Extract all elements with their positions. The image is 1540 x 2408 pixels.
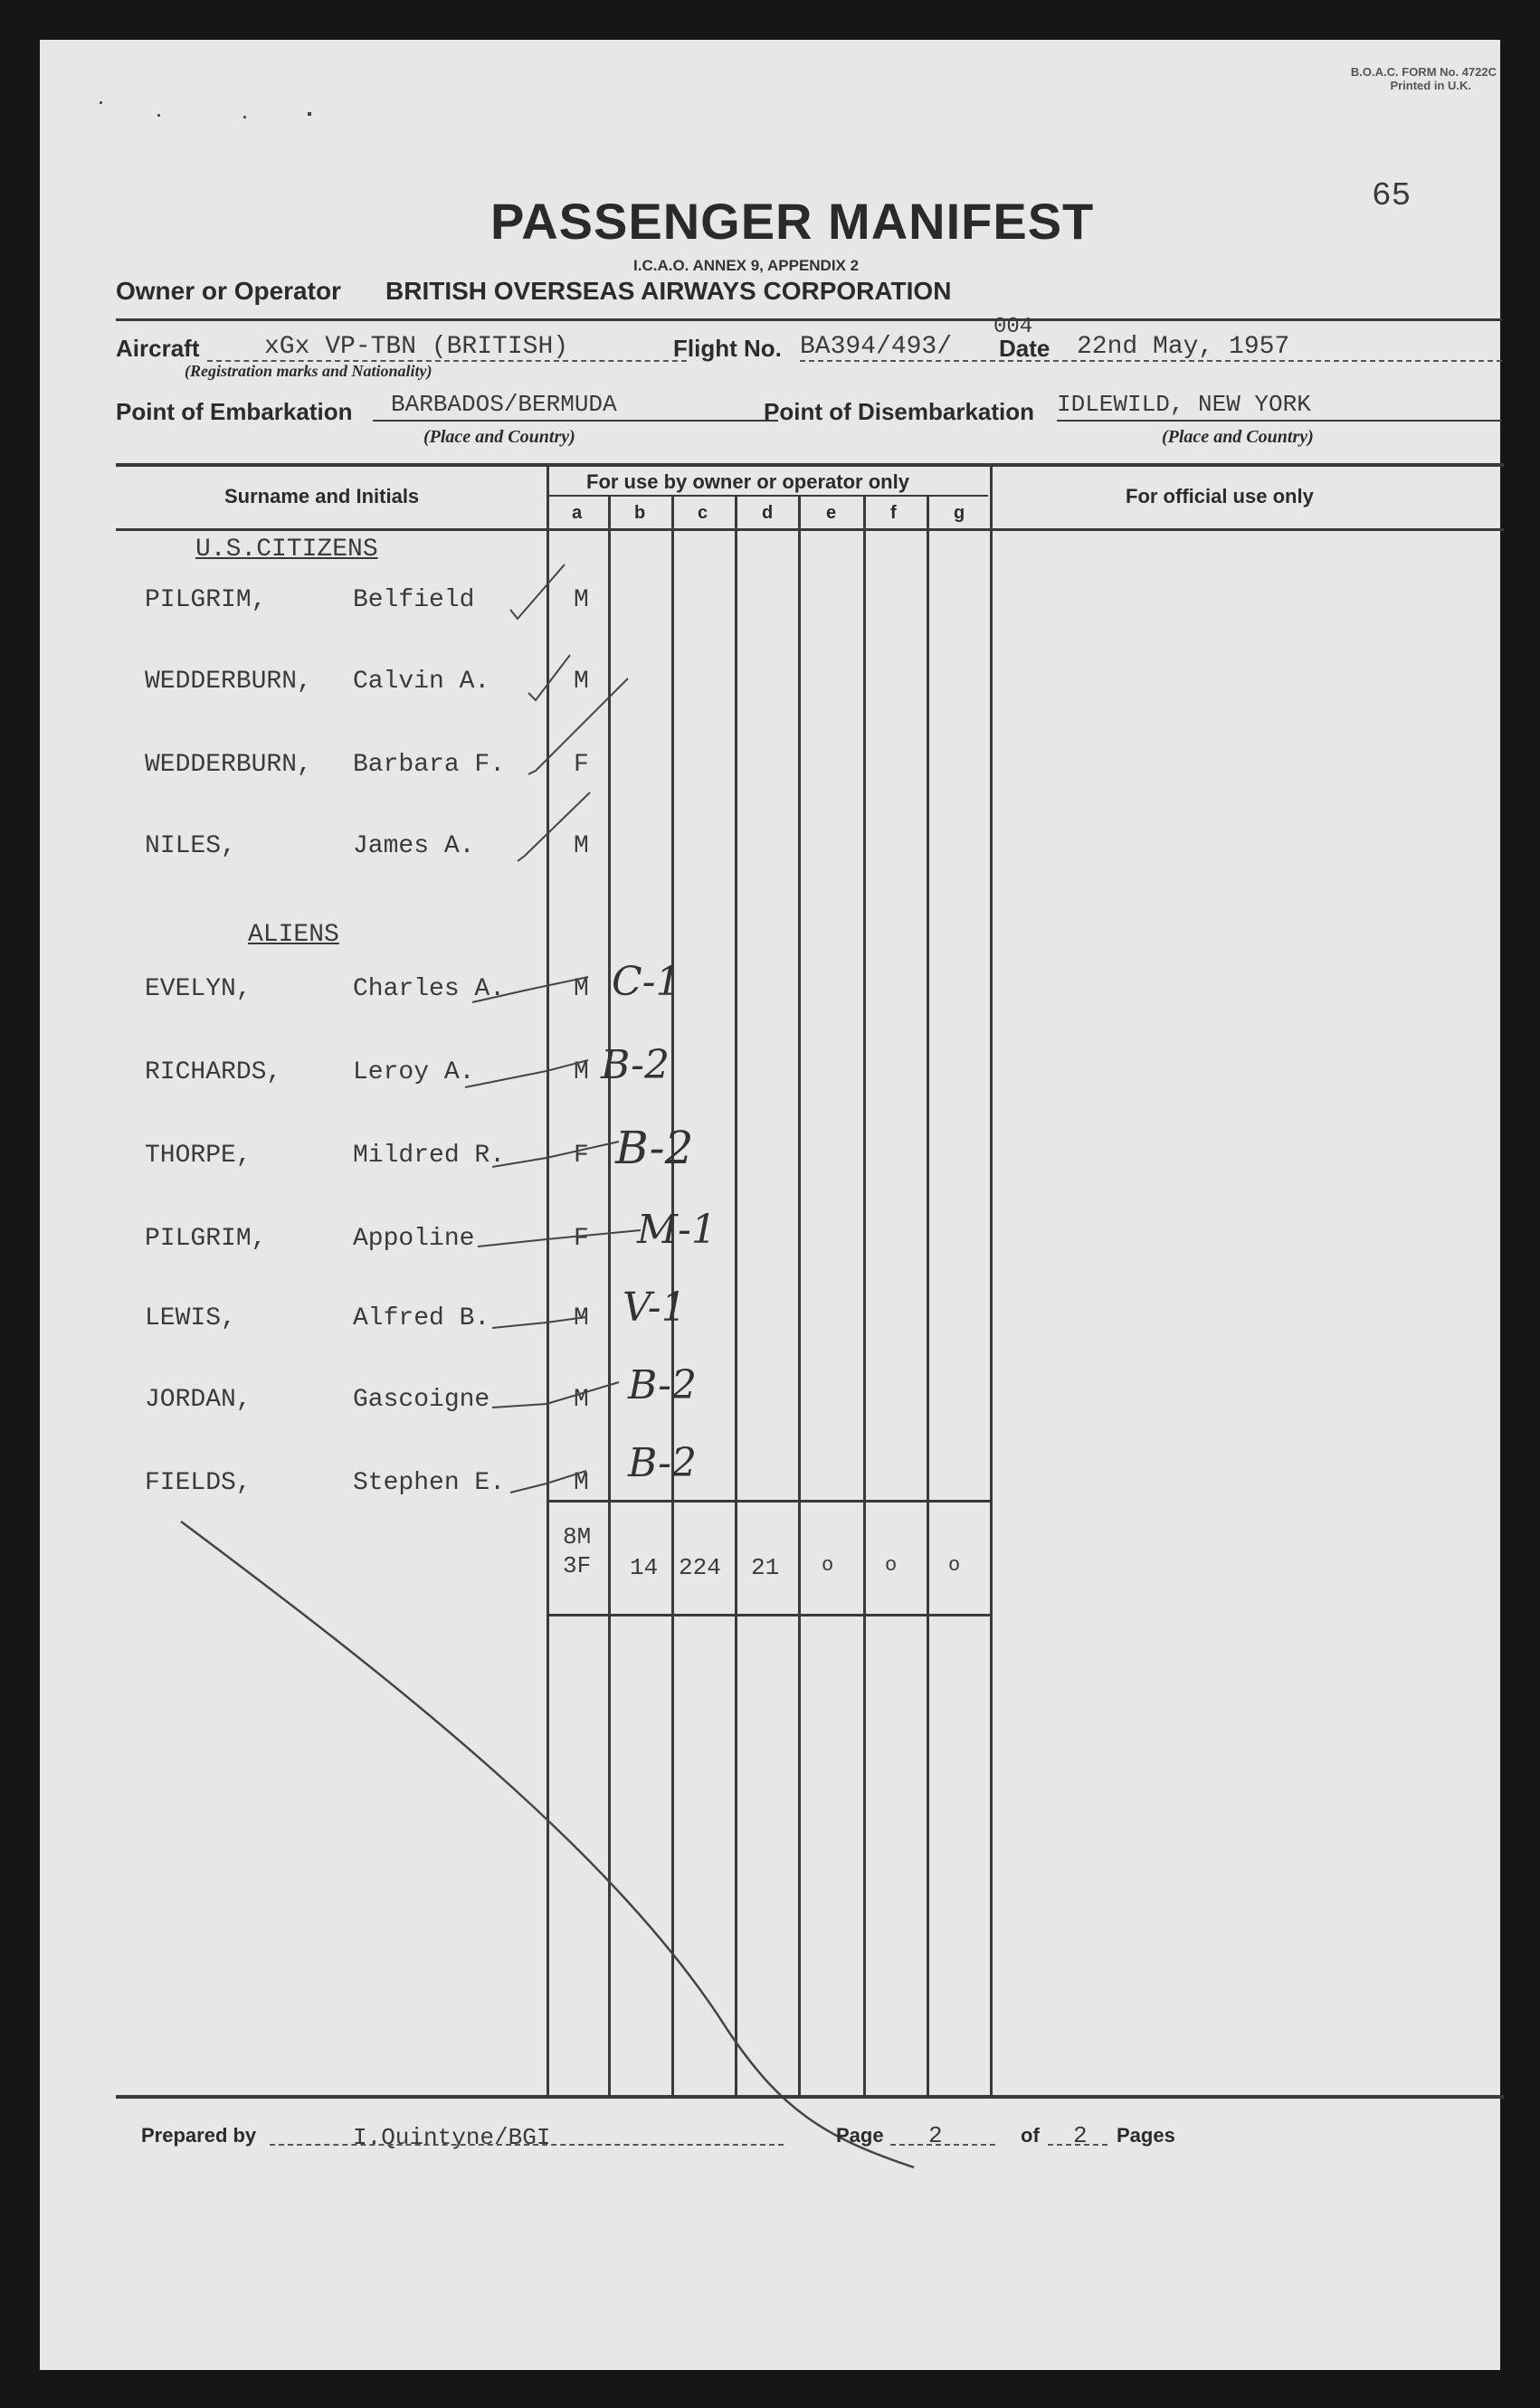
prepared-underline — [270, 2144, 784, 2146]
flight-value: BA394/493/ — [800, 333, 953, 361]
total-a-male: 8M — [563, 1523, 592, 1550]
surname: LEWIS, — [145, 1304, 236, 1332]
embark-label: Point of Embarkation — [116, 398, 353, 425]
total-b: 14 — [630, 1554, 659, 1581]
col-letter-d: d — [762, 503, 774, 523]
total-d: 21 — [751, 1554, 780, 1581]
check-mark — [528, 678, 628, 774]
surname: PILGRIM, — [145, 586, 267, 614]
tick-line — [492, 1382, 619, 1408]
surname: FIELDS, — [145, 1469, 252, 1497]
given-name: Leroy A. — [353, 1058, 475, 1086]
sex: M — [574, 832, 589, 860]
col-letter-a: a — [572, 503, 583, 523]
given-name: Alfred B. — [353, 1304, 490, 1332]
col-letter-f: f — [890, 503, 897, 523]
embark-note: (Place and Country) — [423, 427, 575, 447]
owner-value: BRITISH OVERSEAS AIRWAYS CORPORATION — [385, 277, 952, 305]
visa-class: C-1 — [612, 959, 681, 1005]
visa-class: V-1 — [623, 1285, 687, 1331]
surname: RICHARDS, — [145, 1058, 282, 1086]
surname: PILGRIM, — [145, 1225, 267, 1253]
pencil-marks — [40, 40, 1500, 2370]
owner-label: Owner or Operator — [116, 277, 341, 305]
visa-class: B-2 — [628, 1362, 698, 1408]
sex: M — [574, 1058, 589, 1086]
sex: M — [574, 1304, 589, 1332]
sex: M — [574, 975, 589, 1003]
visa-class: B-2 — [601, 1042, 670, 1088]
form-no-text: B.O.A.C. FORM No. 4722C — [1350, 65, 1497, 79]
of-underline — [1048, 2144, 1107, 2146]
col-header-official: For official use only — [1126, 485, 1314, 507]
given-name: Mildred R. — [353, 1142, 506, 1170]
page-label: Page — [836, 2124, 884, 2147]
date-value: 22nd May, 1957 — [1077, 333, 1290, 361]
col-letter-c: c — [698, 503, 708, 523]
disembark-note: (Place and Country) — [1162, 427, 1314, 447]
printed-in-text: Printed in U.K. — [1390, 79, 1471, 92]
sex: F — [574, 751, 589, 779]
visa-class: B-2 — [628, 1440, 698, 1486]
page-underline — [890, 2144, 995, 2146]
sex: M — [574, 586, 589, 614]
disembark-label: Point of Disembarkation — [764, 398, 1035, 425]
tick-line — [478, 1230, 641, 1247]
given-name: Gascoigne — [353, 1386, 490, 1414]
surname: WEDDERBURN, — [145, 751, 312, 779]
subtitle: I.C.A.O. ANNEX 9, APPENDIX 2 — [633, 257, 860, 274]
tick-line — [510, 1471, 586, 1493]
visa-class: B-2 — [615, 1122, 694, 1174]
visa-class: M-1 — [637, 1207, 717, 1253]
col-letter-b: b — [634, 503, 646, 523]
sex: M — [574, 668, 589, 696]
col-letter-e: e — [826, 503, 837, 523]
total-g: o — [948, 1554, 961, 1577]
given-name: Calvin A. — [353, 668, 490, 696]
tick-line — [492, 1142, 619, 1167]
prepared-value: I.Quintyne/BGI — [353, 2124, 551, 2151]
check-mark — [518, 792, 590, 861]
of-label: of — [1021, 2124, 1040, 2147]
aircraft-note: (Registration marks and Nationality) — [185, 362, 433, 380]
page-title: PASSENGER MANIFEST — [490, 193, 1095, 250]
surname: NILES, — [145, 832, 236, 860]
pages-label: Pages — [1117, 2124, 1175, 2147]
sex: F — [574, 1225, 589, 1253]
date-label: Date — [999, 335, 1050, 362]
prepared-label: Prepared by — [141, 2124, 257, 2147]
surname: THORPE, — [145, 1142, 252, 1170]
surname: EVELYN, — [145, 975, 252, 1003]
surname: JORDAN, — [145, 1386, 252, 1414]
tick-line — [465, 1060, 588, 1087]
flight-superscript: 004 — [993, 315, 1033, 339]
given-name: Appoline — [353, 1225, 475, 1253]
manifest-page — [40, 40, 1500, 2370]
sex: M — [574, 1386, 589, 1414]
tick-line — [472, 977, 588, 1002]
given-name: James A. — [353, 832, 475, 860]
aircraft-label: Aircraft — [116, 335, 200, 362]
section-heading-us-citizens: U.S.CITIZENS — [195, 536, 378, 564]
col-header-group: For use by owner or operator only — [586, 470, 909, 493]
section-heading-aliens: ALIENS — [248, 921, 339, 949]
check-mark — [528, 655, 570, 700]
surname: WEDDERBURN, — [145, 668, 312, 696]
sex: F — [574, 1142, 589, 1170]
given-name: Charles A. — [353, 975, 506, 1003]
embark-value: BARBADOS/BERMUDA — [391, 391, 617, 418]
sex: M — [574, 1469, 589, 1497]
given-name: Stephen E. — [353, 1469, 506, 1497]
table-bottom-rule — [116, 2095, 1504, 2099]
flight-label: Flight No. — [673, 335, 782, 362]
given-name: Belfield — [353, 586, 475, 614]
given-name: Barbara F. — [353, 751, 506, 779]
total-a-female: 3F — [563, 1552, 592, 1579]
of-value: 2 — [1073, 2122, 1088, 2149]
disembark-value: IDLEWILD, NEW YORK — [1057, 391, 1311, 418]
cross-out-line — [181, 1522, 914, 2167]
total-f: o — [885, 1554, 898, 1577]
col-letter-g: g — [954, 503, 965, 523]
aircraft-value: xGx VP-TBN (BRITISH) — [264, 333, 569, 361]
page-value: 2 — [928, 2122, 943, 2149]
total-e: o — [822, 1554, 834, 1577]
col-header-name: Surname and Initials — [224, 485, 420, 507]
page-number-stamp: 65 — [1372, 177, 1412, 214]
tick-line — [492, 1317, 586, 1328]
total-c: 224 — [679, 1554, 721, 1581]
check-mark — [510, 564, 565, 619]
